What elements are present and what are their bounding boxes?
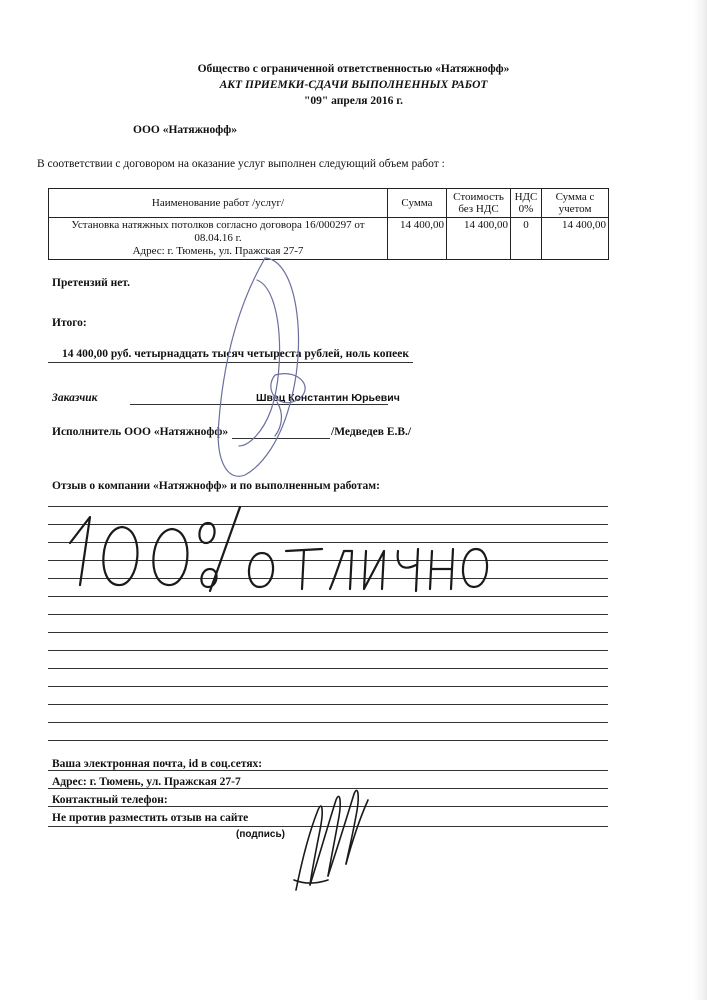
review-line xyxy=(48,740,608,741)
customer-label: Заказчик xyxy=(52,392,98,404)
table-row xyxy=(49,218,609,260)
total-label: Итого: xyxy=(52,317,87,329)
review-line xyxy=(48,686,608,687)
review-line xyxy=(48,614,608,615)
intro-text: В соответствии с договором на оказание услуг выполнен следующий объем работ : xyxy=(37,158,445,170)
cell-cost: 14 400,00 xyxy=(447,218,511,260)
review-line xyxy=(48,668,608,669)
works-table xyxy=(48,188,609,260)
phone-label: Контактный телефон: xyxy=(52,794,168,806)
customer-consent-signature xyxy=(288,780,378,900)
col-header-cost: Стоимость без НДС xyxy=(447,189,511,218)
work-address: Адрес: г. Тюмень, ул. Пражская 27-7 xyxy=(132,245,304,257)
review-line xyxy=(48,632,608,633)
col-header-vat: НДС 0% xyxy=(511,189,542,218)
act-date: "09" апреля 2016 г. xyxy=(303,95,404,107)
col-header-sum-with: Сумма с учетом xyxy=(542,189,609,218)
customer-name: Швец Константин Юрьевич xyxy=(256,392,400,404)
work-description: Установка натяжных потолков согласно договора 16/000297 от 08.04.16 г. xyxy=(71,219,365,244)
executor-label: Исполнитель ООО «Натяжнофф» xyxy=(52,426,229,438)
consent-label: Не против разместить отзыв на сайте xyxy=(52,812,249,824)
customer-signature-mark xyxy=(205,250,315,485)
company-heading: Общество с ограниченной ответственностью «Натяжнофф» xyxy=(197,63,510,75)
handwritten-review-100-otlichno xyxy=(60,505,500,600)
org-name: ООО «Натяжнофф» xyxy=(133,124,237,136)
review-line xyxy=(48,722,608,723)
email-line xyxy=(48,770,608,771)
act-title: АКТ ПРИЕМКИ-СДАЧИ ВЫПОЛНЕННЫХ РАБОТ xyxy=(219,79,488,91)
table-header-row xyxy=(49,189,609,218)
scan-edge-shadow xyxy=(693,0,707,1000)
signature-caption: (подпись) xyxy=(236,829,285,840)
executor-name: /Медведев Е.В./ xyxy=(331,426,412,438)
review-label: Отзыв о компании «Натяжнофф» и по выполненным работам: xyxy=(52,480,380,492)
total-amount-text: 14 400,00 руб. четырнадцать тысяч четыреста рублей, ноль копеек xyxy=(62,348,409,360)
cell-sum: 14 400,00 xyxy=(388,218,447,260)
email-label: Ваша электронная почта, id в соц.сетях: xyxy=(52,758,263,770)
address-label: Адрес: г. Тюмень, ул. Пражская 27-7 xyxy=(52,776,241,788)
claims-text: Претензий нет. xyxy=(52,277,130,289)
review-line xyxy=(48,704,608,705)
cell-vat: 0 xyxy=(511,218,542,260)
col-header-name: Наименование работ /услуг/ xyxy=(49,189,388,218)
review-line xyxy=(48,650,608,651)
col-header-sum: Сумма xyxy=(388,189,447,218)
cell-sum-with: 14 400,00 xyxy=(542,218,609,260)
